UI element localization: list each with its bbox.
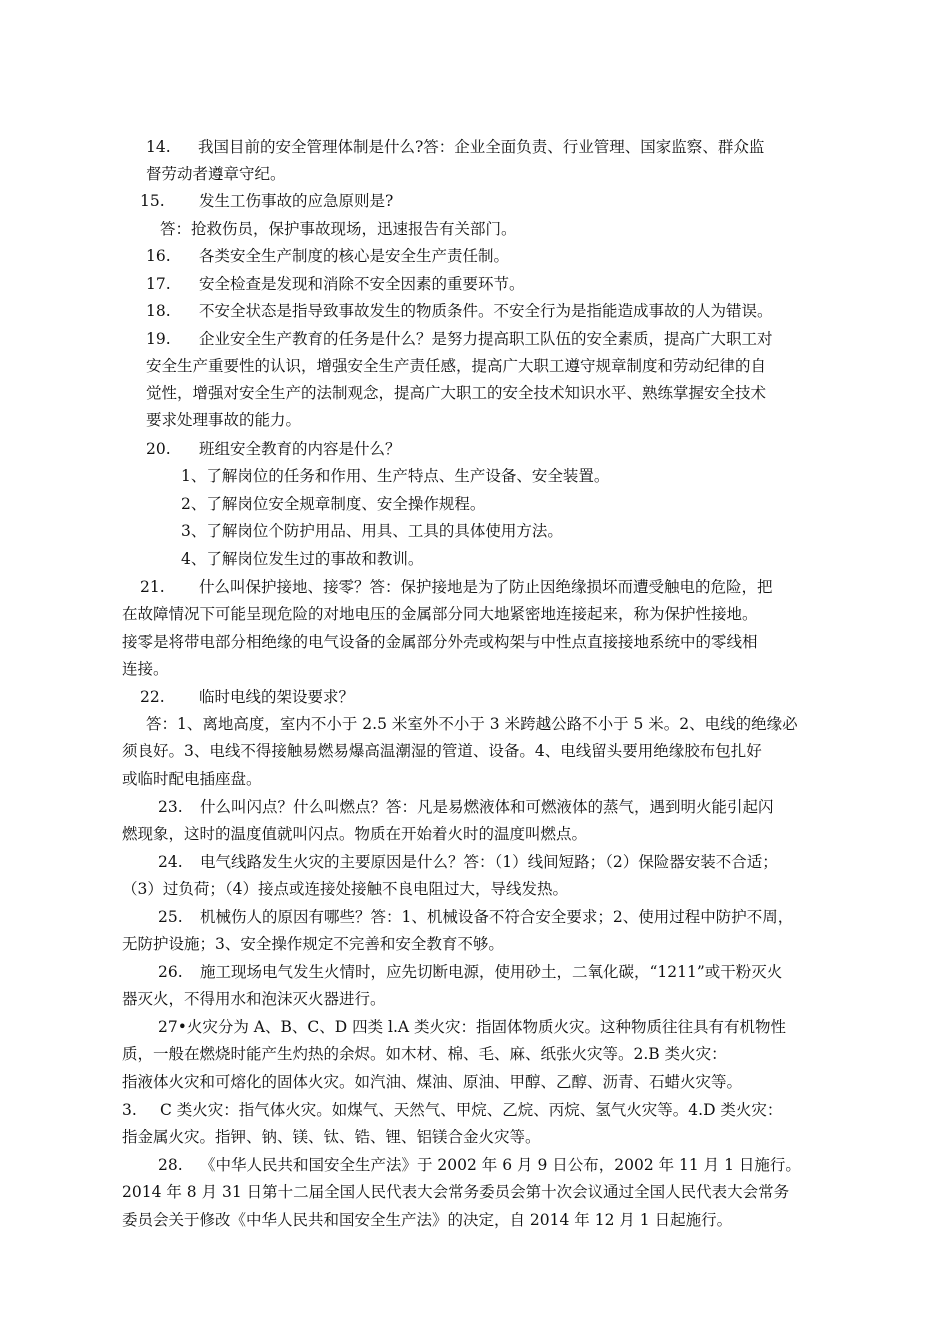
line-text: 安全检查是发现和消除不安全因素的重要环节。: [199, 275, 525, 293]
line-text: 或临时配电插座盘。: [122, 770, 262, 788]
line-text: 临时电线的架设要求？: [199, 688, 355, 706]
line-text: 发生工伤事故的应急原则是?: [199, 192, 394, 210]
text-line: [146, 439, 401, 459]
text-line: [181, 549, 423, 569]
line-text: 答：1、离地高度，室内不小于 2.5 米室外不小于 3 米跨越公路不小于 5 米。2、电线的绝缘必: [146, 715, 798, 733]
item-number: 24.: [158, 853, 183, 871]
line-text: 器灭火，不得用水和泡沫灭火器进行。: [122, 990, 386, 1008]
text-line: [146, 246, 509, 266]
item-number: 20.: [146, 440, 171, 458]
text-line: [122, 879, 568, 899]
text-line: [122, 741, 762, 761]
text-line: [181, 466, 609, 486]
text-line: [146, 714, 798, 734]
line-text: 指液体火灾和可熔化的固体火灾。如汽油、煤油、原油、甲醇、乙醇、沥青、石蜡火灾等。: [122, 1073, 743, 1091]
item-number: 26.: [158, 963, 183, 981]
text-line: [122, 632, 758, 652]
line-text: 须良好。3、电线不得接触易燃易爆高温潮湿的管道、设备。4、电线留头要用绝缘胶布包扎好: [122, 742, 762, 760]
text-line: [158, 852, 778, 872]
line-text: 1、了解岗位的任务和作用、生产特点、生产设备、安全装置。: [181, 467, 610, 485]
line-text: 不安全状态是指导致事故发生的物质条件。不安全行为是指能造成事故的人为错误。: [199, 302, 773, 320]
line-text: 安全生产重要性的认识，增强安全生产责任感，提高广大职工遵守规章制度和劳动纪律的自: [146, 357, 767, 375]
line-text: 觉性，增强对安全生产的法制观念，提高广大职工的安全技术知识水平、熟练掌握安全技术: [146, 384, 767, 402]
text-line: [140, 687, 354, 707]
text-line: [158, 907, 793, 927]
line-text: （3）过负荷；（4）接点或连接处接触不良电阻过大，导线发热。: [122, 880, 568, 898]
text-line: [146, 301, 773, 321]
text-line: [158, 962, 782, 982]
text-line: [146, 164, 286, 184]
line-text: 无防护设施；3、安全操作规定不完善和安全教育不够。: [122, 935, 504, 953]
text-line: [160, 219, 517, 239]
item-number: 15.: [140, 192, 165, 210]
text-line: [122, 1182, 789, 1202]
line-text: 2、了解岗位安全规章制度、安全操作规程。: [181, 495, 486, 513]
text-line: [122, 1100, 782, 1120]
text-line: [181, 521, 563, 541]
text-line: [146, 137, 764, 157]
text-line: [146, 383, 766, 403]
text-line: [122, 604, 758, 624]
line-text: 各类安全生产制度的核心是安全生产责任制。: [199, 247, 510, 265]
item-number: 21.: [140, 578, 165, 596]
line-text: 质，一般在燃烧时能产生灼热的余烬。如木材、棉、毛、麻、纸张火灾等。2.B 类火灾：: [122, 1045, 727, 1063]
text-line: [122, 1127, 541, 1147]
line-text: 《中华人民共和国安全生产法》于 2002 年 6 月 9 日公布，2002 年 11 月 1 日施行。: [200, 1156, 801, 1174]
text-line: [122, 1044, 727, 1064]
line-text: 电气线路发生火灾的主要原因是什么？答：（1）线间短路；（2）保险器安装不合适；: [200, 853, 778, 871]
line-text: 要求处理事故的能力。: [146, 411, 302, 429]
line-text: 在故障情况下可能呈现危险的对地电压的金属部分同大地紧密地连接起来，称为保护性接地。: [122, 605, 758, 623]
text-line: [146, 356, 766, 376]
text-line: [122, 769, 262, 789]
line-text: 燃现象，这时的温度值就叫闪点。物质在开始着火时的温度叫燃点。: [122, 825, 588, 843]
item-number: 22.: [140, 688, 165, 706]
text-line: [181, 494, 485, 514]
line-text: 机械伤人的原因有哪些？答：1、机械设备不符合安全要求；2、使用过程中防护不周，: [200, 908, 794, 926]
line-text: 4、了解岗位发生过的事故和教训。: [181, 550, 424, 568]
text-line: [158, 1155, 801, 1175]
line-text: 3、了解岗位个防护用品、用具、工具的具体使用方法。: [181, 522, 563, 540]
item-number: 23.: [158, 798, 183, 816]
text-line: [122, 824, 587, 844]
item-number: 17.: [146, 275, 171, 293]
line-text: 什么叫保护接地、接零？答：保护接地是为了防止因绝缘损坏而遭受触电的危险，把: [199, 578, 773, 596]
text-line: [122, 1210, 732, 1230]
line-text: 27•火灾分为 A、B、C、D 四类 l.A 类火灾：指固体物质火灾。这种物质往往具有有机物性: [158, 1018, 787, 1036]
line-text: 班组安全教育的内容是什么？: [199, 440, 401, 458]
line-text: 委员会关于修改《中华人民共和国安全生产法》的决定，自 2014 年 12 月 1 日起施行。: [122, 1211, 733, 1229]
line-text: 指金属火灾。指钾、钠、镁、钛、锆、锂、铝镁合金火灾等。: [122, 1128, 541, 1146]
item-number: 19.: [146, 330, 171, 348]
line-text: 2014 年 8 月 31 日第十二届全国人民代表大会常务委员会第十次会议通过全国人民代表大会常务: [122, 1183, 790, 1201]
line-text: 施工现场电气发生火情时，应先切断电源，使用砂土，二氧化碳，“1211”或干粉灭火: [200, 963, 783, 981]
item-number: 18.: [146, 302, 171, 320]
text-line: [122, 989, 386, 1009]
item-number: 25.: [158, 908, 183, 926]
item-number: 14.: [146, 138, 171, 156]
line-text: 接零是将带电部分相绝缘的电气设备的金属部分外壳或构架与中性点直接接地系统中的零线相: [122, 633, 758, 651]
text-line: [122, 934, 504, 954]
text-line: [146, 274, 525, 294]
line-text: 答：抢救伤员，保护事故现场，迅速报告有关部门。: [160, 220, 517, 238]
line-text: 连接。: [122, 660, 169, 678]
line-text: 什么叫闪点？什么叫燃点？答：凡是易燃液体和可燃液体的蒸气，遇到明火能引起闪: [200, 798, 774, 816]
item-number: 3.: [122, 1101, 137, 1119]
text-line: [122, 659, 169, 679]
text-line: [140, 191, 393, 211]
text-line: [122, 1072, 742, 1092]
line-text: 企业安全生产教育的任务是什么？是努力提高职工队伍的安全素质，提高广大职工对: [199, 330, 773, 348]
line-text: 督劳动者遵章守纪。: [146, 165, 286, 183]
text-line: [140, 577, 773, 597]
line-text: C 类火灾：指气体火灾。如煤气、天然气、甲烷、乙烷、丙烷、氢气火灾等。4.D 类火灾：: [160, 1101, 783, 1119]
text-line: [158, 1017, 786, 1037]
text-line: [146, 410, 301, 430]
text-line: [146, 329, 773, 349]
item-number: 28.: [158, 1156, 183, 1174]
item-number: 16.: [146, 247, 171, 265]
text-line: [158, 797, 774, 817]
line-text: 我国目前的安全管理体制是什么?答：企业全面负责、行业管理、国家监察、群众监: [198, 138, 765, 156]
